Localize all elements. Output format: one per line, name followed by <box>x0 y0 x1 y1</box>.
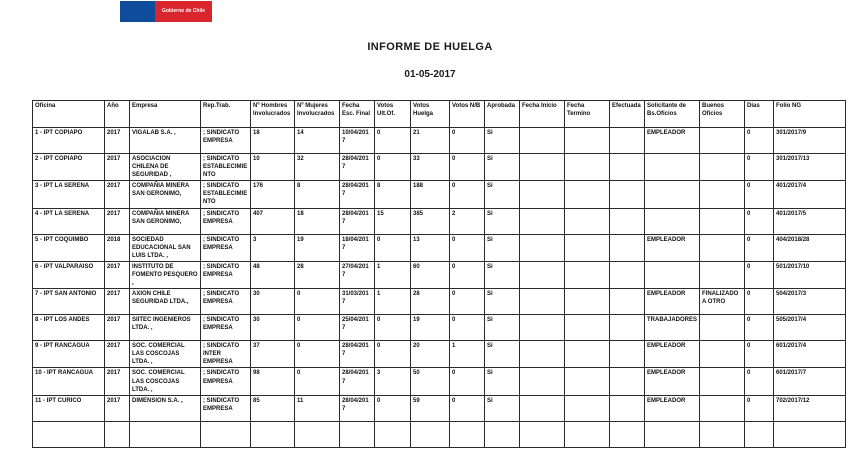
cell-folio: 301/2017/13 <box>774 154 846 181</box>
cell-votos_nb: 0 <box>450 154 485 181</box>
cell-oficina: 3 - IPT LA SERENA <box>33 181 105 208</box>
cell-fecha_inicio <box>520 341 565 368</box>
column-header-oficina: Oficina <box>33 101 105 128</box>
cell-oficina: 8 - IPT LOS ANDES <box>33 315 105 341</box>
cell-hombres: 37 <box>251 341 295 368</box>
column-header-empresa: Empresa <box>130 101 201 128</box>
cell-fecha_termino <box>565 128 610 154</box>
cell-votos_huelga: 21 <box>411 128 450 154</box>
cell-fecha_inicio <box>520 234 565 261</box>
cell-buenos <box>700 128 745 154</box>
cell-buenos <box>700 368 745 395</box>
chile-flag-red-block <box>155 1 212 22</box>
table-body <box>33 128 846 448</box>
column-header-fecha_inicio: Fecha Inicio <box>520 101 565 128</box>
cell-ano: 2017 <box>105 315 130 341</box>
cell-folio: 601/2017/7 <box>774 368 846 395</box>
cell-fecha_inicio <box>520 261 565 288</box>
cell-mujeres: 0 <box>295 368 340 395</box>
cell-empresa: SOCIEDAD EDUCACIONAL SAN LUIS LTDA. , <box>130 234 201 261</box>
cell-votos_ult: 0 <box>375 341 411 368</box>
cell-votos_huelga: 28 <box>411 289 450 315</box>
cell-oficina: 4 - IPT LA SERENA <box>33 208 105 234</box>
cell-efectuada <box>610 289 645 315</box>
cell-empresa: VIGALAB S.A. , <box>130 128 201 154</box>
column-header-fecha_termino: Fecha Termino <box>565 101 610 128</box>
column-header-buenos: Buenos Oficios <box>700 101 745 128</box>
cell-empresa: AXION CHILE SEGURIDAD LTDA., <box>130 289 201 315</box>
cell-efectuada <box>610 128 645 154</box>
cell-ano: 2017 <box>105 208 130 234</box>
cell-aprobada: Si <box>485 261 520 288</box>
cell-rep_trab: ; SINDICATO EMPRESA <box>201 368 251 395</box>
column-header-votos_huelga: Votos Huelga <box>411 101 450 128</box>
cell-rep_trab: ; SINDICATO EMPRESA <box>201 315 251 341</box>
table-row <box>33 368 846 395</box>
cell-empresa: DIMENSION S.A. , <box>130 395 201 421</box>
cell-efectuada <box>610 261 645 288</box>
cell-folio: 501/2017/10 <box>774 261 846 288</box>
cell-dias: 0 <box>745 395 774 421</box>
cell-dias: 0 <box>745 128 774 154</box>
column-header-votos_nb: Votos N/B <box>450 101 485 128</box>
cell-ano: 2017 <box>105 289 130 315</box>
cell-votos_nb: 0 <box>450 234 485 261</box>
cell-fecha_termino <box>565 395 610 421</box>
cell-aprobada <box>485 421 520 447</box>
cell-efectuada <box>610 395 645 421</box>
cell-hombres: 30 <box>251 315 295 341</box>
cell-oficina: 7 - IPT SAN ANTONIO <box>33 289 105 315</box>
cell-dias: 0 <box>745 341 774 368</box>
cell-folio: 401/2017/5 <box>774 208 846 234</box>
cell-ano: 2017 <box>105 341 130 368</box>
column-header-rep_trab: Rep.Trab. <box>201 101 251 128</box>
cell-solicitante <box>645 261 700 288</box>
cell-hombres: 98 <box>251 368 295 395</box>
cell-efectuada <box>610 341 645 368</box>
table-row <box>33 395 846 421</box>
cell-rep_trab: ; SINDICATO ESTABLECIMIENTO <box>201 181 251 208</box>
cell-votos_huelga: 19 <box>411 315 450 341</box>
cell-votos_ult: 8 <box>375 181 411 208</box>
cell-votos_ult: 3 <box>375 368 411 395</box>
cell-ano: 2017 <box>105 128 130 154</box>
cell-oficina: 11 - IPT CURICO <box>33 395 105 421</box>
cell-rep_trab <box>201 421 251 447</box>
cell-votos_nb <box>450 421 485 447</box>
cell-buenos <box>700 315 745 341</box>
cell-aprobada: Si <box>485 315 520 341</box>
cell-votos_ult: 0 <box>375 315 411 341</box>
cell-hombres: 176 <box>251 181 295 208</box>
cell-oficina: 5 - IPT COQUIMBO <box>33 234 105 261</box>
cell-solicitante: TRABAJADORES <box>645 315 700 341</box>
cell-rep_trab: ; SINDICATO EMPRESA <box>201 234 251 261</box>
table-row <box>33 315 846 341</box>
cell-empresa: SIITEC INGENIEROS LTDA. , <box>130 315 201 341</box>
cell-rep_trab: ; SINDICATO INTER EMPRESA <box>201 341 251 368</box>
cell-aprobada: Si <box>485 234 520 261</box>
cell-solicitante <box>645 181 700 208</box>
cell-empresa: ASOCIACION CHILENA DE SEGURIDAD , <box>130 154 201 181</box>
cell-fecha_inicio <box>520 421 565 447</box>
cell-fecha_esc: 28/04/2017 <box>340 341 375 368</box>
cell-oficina: 9 - IPT RANCAGUA <box>33 341 105 368</box>
cell-oficina: 2 - IPT COPIAPO <box>33 154 105 181</box>
table-row <box>33 289 846 315</box>
cell-oficina: 1 - IPT COPIAPO <box>33 128 105 154</box>
cell-fecha_esc: 28/04/2017 <box>340 368 375 395</box>
cell-folio: 601/2017/4 <box>774 341 846 368</box>
cell-ano: 2018 <box>105 234 130 261</box>
cell-rep_trab: ; SINDICATO ESTABLECIMIENTO <box>201 154 251 181</box>
cell-empresa <box>130 421 201 447</box>
table-row <box>33 154 846 181</box>
cell-mujeres: 11 <box>295 395 340 421</box>
cell-fecha_termino <box>565 181 610 208</box>
cell-efectuada <box>610 368 645 395</box>
cell-rep_trab: ; SINDICATO EMPRESA <box>201 395 251 421</box>
column-header-mujeres: Nº Mujeres Involucrados <box>295 101 340 128</box>
cell-votos_nb: 0 <box>450 181 485 208</box>
cell-hombres: 407 <box>251 208 295 234</box>
cell-votos_nb: 0 <box>450 261 485 288</box>
cell-votos_ult: 1 <box>375 289 411 315</box>
cell-oficina: 6 - IPT VALPARAISO <box>33 261 105 288</box>
cell-votos_ult: 0 <box>375 128 411 154</box>
cell-aprobada: Si <box>485 368 520 395</box>
cell-fecha_termino <box>565 208 610 234</box>
cell-solicitante: EMPLEADOR <box>645 395 700 421</box>
cell-votos_huelga <box>411 421 450 447</box>
cell-mujeres: 8 <box>295 181 340 208</box>
cell-dias: 0 <box>745 234 774 261</box>
report-date: 01-05-2017 <box>404 69 456 80</box>
cell-aprobada: Si <box>485 154 520 181</box>
cell-mujeres: 0 <box>295 315 340 341</box>
cell-votos_nb: 0 <box>450 315 485 341</box>
cell-votos_huelga: 385 <box>411 208 450 234</box>
cell-rep_trab: ; SINDICATO EMPRESA <box>201 208 251 234</box>
table-row <box>33 208 846 234</box>
cell-dias <box>745 421 774 447</box>
cell-oficina <box>33 421 105 447</box>
column-header-aprobada: Aprobada <box>485 101 520 128</box>
cell-fecha_termino <box>565 154 610 181</box>
cell-fecha_inicio <box>520 181 565 208</box>
cell-efectuada <box>610 181 645 208</box>
cell-mujeres: 14 <box>295 128 340 154</box>
cell-mujeres: 32 <box>295 154 340 181</box>
cell-rep_trab: ; SINDICATO EMPRESA <box>201 289 251 315</box>
column-header-folio: Folio NG <box>774 101 846 128</box>
cell-solicitante: EMPLEADOR <box>645 234 700 261</box>
cell-efectuada <box>610 154 645 181</box>
cell-solicitante: EMPLEADOR <box>645 289 700 315</box>
cell-hombres: 85 <box>251 395 295 421</box>
cell-ano: 2017 <box>105 181 130 208</box>
cell-solicitante: EMPLEADOR <box>645 368 700 395</box>
table-row <box>33 421 846 447</box>
cell-dias: 0 <box>745 181 774 208</box>
huelga-table <box>32 100 846 448</box>
cell-fecha_inicio <box>520 154 565 181</box>
cell-folio: 404/2018/28 <box>774 234 846 261</box>
cell-fecha_termino <box>565 341 610 368</box>
column-header-fecha_esc: Fecha Esc. Final <box>340 101 375 128</box>
logo-text: Gobierno de Chile <box>161 7 206 14</box>
cell-votos_nb: 1 <box>450 341 485 368</box>
cell-folio: 301/2017/9 <box>774 128 846 154</box>
cell-efectuada <box>610 315 645 341</box>
cell-dias: 0 <box>745 289 774 315</box>
cell-buenos <box>700 154 745 181</box>
cell-mujeres: 0 <box>295 289 340 315</box>
cell-votos_huelga: 20 <box>411 341 450 368</box>
cell-efectuada <box>610 234 645 261</box>
cell-solicitante <box>645 208 700 234</box>
table-row <box>33 341 846 368</box>
cell-fecha_inicio <box>520 208 565 234</box>
cell-hombres: 10 <box>251 154 295 181</box>
cell-votos_nb: 2 <box>450 208 485 234</box>
cell-hombres: 18 <box>251 128 295 154</box>
column-header-efectuada: Efectuada <box>610 101 645 128</box>
cell-votos_ult: 1 <box>375 261 411 288</box>
cell-fecha_esc: 28/04/2017 <box>340 208 375 234</box>
cell-votos_ult: 0 <box>375 395 411 421</box>
column-header-solicitante: Solicitante de Bs.Oficios <box>645 101 700 128</box>
cell-solicitante <box>645 421 700 447</box>
cell-ano: 2017 <box>105 154 130 181</box>
cell-aprobada: Si <box>485 128 520 154</box>
cell-fecha_esc: 27/04/2017 <box>340 261 375 288</box>
report-title: INFORME DE HUELGA <box>367 41 493 53</box>
cell-folio <box>774 421 846 447</box>
cell-folio: 401/2017/4 <box>774 181 846 208</box>
cell-votos_huelga: 59 <box>411 395 450 421</box>
column-header-votos_ult: Votos Ult.Of. <box>375 101 411 128</box>
cell-fecha_esc: 25/04/2017 <box>340 315 375 341</box>
table-row <box>33 128 846 154</box>
cell-mujeres: 18 <box>295 208 340 234</box>
cell-dias: 0 <box>745 154 774 181</box>
cell-folio: 504/2017/3 <box>774 289 846 315</box>
cell-fecha_esc: 28/04/2017 <box>340 154 375 181</box>
cell-rep_trab: ; SINDICATO EMPRESA <box>201 128 251 154</box>
table-row <box>33 181 846 208</box>
cell-ano: 2017 <box>105 368 130 395</box>
cell-buenos <box>700 181 745 208</box>
cell-votos_nb: 0 <box>450 128 485 154</box>
cell-dias: 0 <box>745 315 774 341</box>
cell-efectuada <box>610 421 645 447</box>
cell-mujeres: 19 <box>295 234 340 261</box>
column-header-hombres: Nº Hombres Involucrados <box>251 101 295 128</box>
table-row <box>33 261 846 288</box>
cell-oficina: 10 - IPT RANCAGUA <box>33 368 105 395</box>
cell-votos_ult: 0 <box>375 154 411 181</box>
table-row <box>33 234 846 261</box>
cell-mujeres: 0 <box>295 341 340 368</box>
cell-votos_huelga: 60 <box>411 261 450 288</box>
cell-votos_ult: 0 <box>375 234 411 261</box>
chile-flag-blue-block <box>120 1 155 22</box>
cell-fecha_termino <box>565 261 610 288</box>
cell-votos_nb: 0 <box>450 289 485 315</box>
cell-aprobada: Si <box>485 181 520 208</box>
cell-votos_huelga: 33 <box>411 154 450 181</box>
cell-fecha_esc: 28/04/2017 <box>340 395 375 421</box>
cell-fecha_inicio <box>520 395 565 421</box>
cell-mujeres: 28 <box>295 261 340 288</box>
table-header-row <box>33 101 846 128</box>
cell-votos_huelga: 188 <box>411 181 450 208</box>
cell-fecha_termino <box>565 234 610 261</box>
cell-folio: 702/2017/12 <box>774 395 846 421</box>
cell-aprobada: Si <box>485 208 520 234</box>
cell-dias: 0 <box>745 368 774 395</box>
cell-dias: 0 <box>745 261 774 288</box>
gobierno-de-chile-logo <box>120 1 212 22</box>
cell-empresa: COMPAÑIA MINERA SAN GERONIMO, <box>130 208 201 234</box>
cell-fecha_termino <box>565 315 610 341</box>
cell-empresa: SOC. COMERCIAL LAS COSCOJAS LTDA. , <box>130 341 201 368</box>
cell-hombres <box>251 421 295 447</box>
cell-buenos <box>700 421 745 447</box>
cell-aprobada: Si <box>485 289 520 315</box>
cell-buenos <box>700 234 745 261</box>
cell-fecha_esc: 10/04/2017 <box>340 128 375 154</box>
cell-votos_ult: 15 <box>375 208 411 234</box>
cell-hombres: 48 <box>251 261 295 288</box>
cell-ano <box>105 421 130 447</box>
cell-dias: 0 <box>745 208 774 234</box>
column-header-dias: Días <box>745 101 774 128</box>
cell-empresa: INSTITUTO DE FOMENTO PESQUERO , <box>130 261 201 288</box>
cell-fecha_inicio <box>520 368 565 395</box>
cell-fecha_inicio <box>520 128 565 154</box>
cell-solicitante <box>645 154 700 181</box>
cell-folio: 505/2017/4 <box>774 315 846 341</box>
cell-votos_nb: 0 <box>450 368 485 395</box>
cell-ano: 2017 <box>105 395 130 421</box>
cell-solicitante: EMPLEADOR <box>645 128 700 154</box>
cell-aprobada: Si <box>485 395 520 421</box>
cell-efectuada <box>610 208 645 234</box>
cell-fecha_inicio <box>520 315 565 341</box>
cell-buenos <box>700 341 745 368</box>
cell-hombres: 30 <box>251 289 295 315</box>
cell-votos_huelga: 50 <box>411 368 450 395</box>
cell-ano: 2017 <box>105 261 130 288</box>
cell-fecha_esc: 18/04/2017 <box>340 234 375 261</box>
cell-aprobada: Si <box>485 341 520 368</box>
cell-empresa: SOC. COMERCIAL LAS COSCOJAS LTDA. , <box>130 368 201 395</box>
cell-fecha_esc <box>340 421 375 447</box>
cell-hombres: 3 <box>251 234 295 261</box>
cell-empresa: COMPAÑIA MINERA SAN GERONIMO, <box>130 181 201 208</box>
cell-buenos: FINALIZADO A OTRO <box>700 289 745 315</box>
cell-fecha_esc: 28/04/2017 <box>340 181 375 208</box>
cell-fecha_termino <box>565 368 610 395</box>
cell-votos_huelga: 13 <box>411 234 450 261</box>
cell-buenos <box>700 208 745 234</box>
cell-rep_trab: ; SINDICATO EMPRESA <box>201 261 251 288</box>
cell-buenos <box>700 261 745 288</box>
cell-fecha_termino <box>565 289 610 315</box>
cell-votos_nb: 0 <box>450 395 485 421</box>
cell-solicitante: EMPLEADOR <box>645 341 700 368</box>
cell-fecha_inicio <box>520 289 565 315</box>
cell-mujeres <box>295 421 340 447</box>
cell-fecha_esc: 31/03/2017 <box>340 289 375 315</box>
cell-buenos <box>700 395 745 421</box>
column-header-ano: Año <box>105 101 130 128</box>
cell-fecha_termino <box>565 421 610 447</box>
cell-votos_ult <box>375 421 411 447</box>
